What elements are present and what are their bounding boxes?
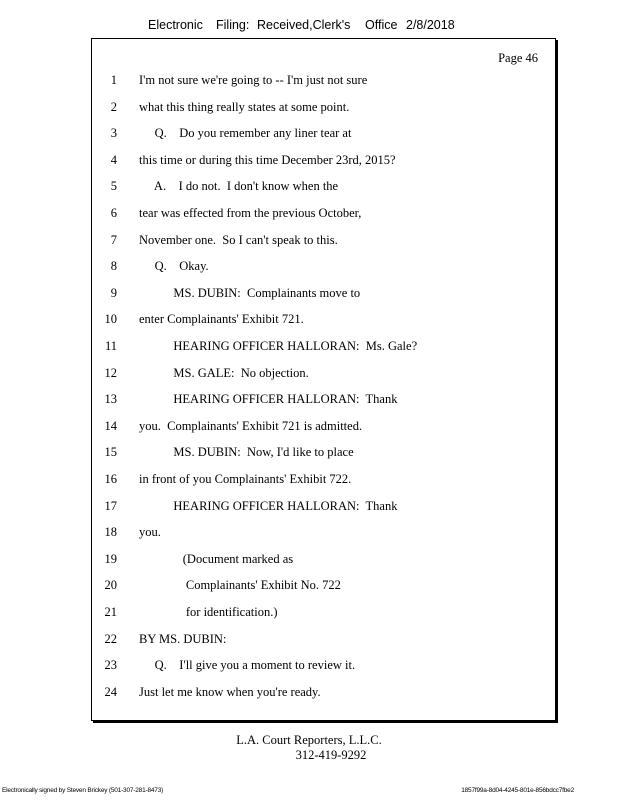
line-number: 16 [104, 472, 117, 486]
transcript-line [92, 605, 555, 623]
header-word: Received,Clerk's [257, 18, 351, 32]
line-text: Q. Okay. [139, 259, 209, 274]
line-text: Complainants' Exhibit No. 722 [139, 578, 341, 593]
transcript-line [92, 472, 555, 490]
document-id: 1857f99a-8d04-4245-801e-856bdcc7fbe2 [461, 787, 574, 794]
line-number: 7 [110, 232, 117, 247]
footer [0, 733, 618, 763]
page-number: Page 46 [498, 51, 538, 65]
transcript-line [92, 153, 555, 171]
transcript-line [92, 658, 555, 676]
transcript-line [92, 206, 555, 224]
line-number: 19 [104, 551, 117, 566]
transcript-line [92, 552, 555, 570]
line-text: HEARING OFFICER HALLORAN: Thank [139, 392, 398, 407]
line-text: I'm not sure we're going to -- I'm just not sure [139, 73, 368, 87]
line-number: 8 [110, 259, 117, 274]
transcript-line [92, 525, 555, 543]
header-word: 2/8/2018 [406, 18, 455, 32]
line-number: 14 [104, 418, 117, 433]
line-text: Just let me know when you're ready. [139, 684, 321, 699]
line-number: 13 [104, 392, 117, 407]
line-number: 15 [104, 445, 117, 460]
line-text: MS. GALE: No objection. [139, 365, 309, 380]
transcript-line [92, 73, 555, 91]
transcript-line [92, 499, 555, 517]
line-number: 3 [110, 126, 117, 141]
line-text: this time or during this time December 23rd, 2015? [139, 152, 396, 167]
transcript-line [92, 259, 555, 277]
header-word: Office [365, 18, 398, 32]
line-text: (Document marked as [139, 551, 294, 566]
line-text: you. [139, 525, 161, 540]
transcript-line [92, 286, 555, 304]
transcript-line [92, 632, 555, 650]
line-number: 23 [104, 658, 117, 673]
line-text: for identification.) [139, 605, 278, 619]
line-number: 21 [104, 605, 117, 619]
line-text: what this thing really states at some point. [139, 99, 350, 114]
footer-phone: 312-419-9292 [295, 748, 367, 762]
transcript-line [92, 126, 555, 144]
transcript-line [92, 179, 555, 197]
line-text: tear was effected from the previous October, [139, 206, 362, 220]
electronic-signature: Electronically signed by Steven Brickey (501-307-281-8473) [2, 787, 164, 794]
transcript-line [92, 419, 555, 437]
line-number: 9 [110, 285, 117, 300]
line-number: 22 [104, 631, 117, 646]
line-text: HEARING OFFICER HALLORAN: Ms. Gale? [139, 339, 418, 353]
line-number: 12 [104, 365, 117, 380]
transcript-line [92, 366, 555, 384]
transcript-line [92, 392, 555, 410]
line-text: BY MS. DUBIN: [139, 631, 227, 646]
line-text: MS. DUBIN: Now, I'd like to place [139, 445, 354, 460]
line-number: 5 [110, 179, 117, 194]
line-text: Q. I'll give you a moment to review it. [139, 658, 356, 673]
line-text: in front of you Complainants' Exhibit 722. [139, 472, 352, 486]
transcript-line [92, 578, 555, 596]
line-number: 24 [104, 684, 117, 699]
line-number: 6 [110, 206, 117, 220]
line-text: Q. Do you remember any liner tear at [139, 126, 352, 141]
line-number: 11 [104, 339, 117, 353]
line-number: 1 [110, 73, 117, 87]
footer-company: L.A. Court Reporters, L.L.C. [236, 733, 382, 747]
line-number: 10 [104, 312, 117, 327]
line-number: 17 [104, 498, 117, 513]
line-text: November one. So I can't speak to this. [139, 232, 338, 247]
transcript-line [92, 312, 555, 330]
transcript-line [92, 100, 555, 118]
line-text: you. Complainants' Exhibit 721 is admitted. [139, 418, 363, 433]
transcript-page [91, 38, 556, 721]
header-word: Electronic [148, 18, 203, 32]
line-number: 18 [104, 525, 117, 540]
line-number: 2 [110, 99, 117, 114]
header-word: Filing: [216, 18, 250, 32]
line-number: 4 [110, 152, 117, 167]
transcript-line [92, 233, 555, 251]
transcript-line [92, 339, 555, 357]
line-text: enter Complainants' Exhibit 721. [139, 312, 304, 327]
transcript-line [92, 445, 555, 463]
line-number: 20 [104, 578, 117, 593]
line-text: HEARING OFFICER HALLORAN: Thank [139, 498, 398, 513]
transcript-line [92, 685, 555, 703]
line-text: MS. DUBIN: Complainants move to [139, 285, 361, 300]
line-text: A. I do not. I don't know when the [139, 179, 339, 194]
